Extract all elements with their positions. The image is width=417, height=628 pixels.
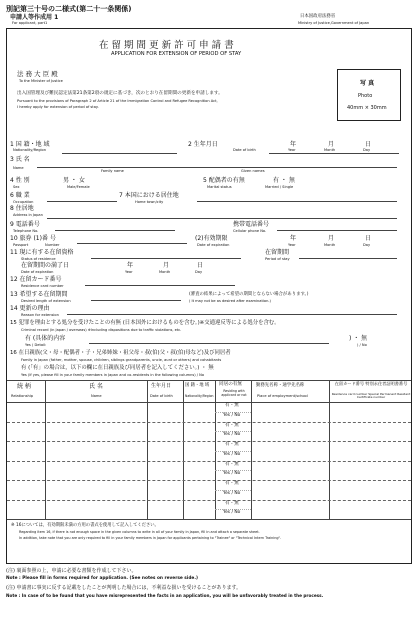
photo-label-en: Photo — [358, 93, 373, 99]
dob-day-en: Day — [363, 148, 371, 152]
status-expiry-label-en: Date of expiration — [21, 270, 54, 274]
table-row[interactable] — [7, 480, 411, 500]
preamble-jp: 出入国管理及び難民認定法第21条第2項の規定に基づき，次のとおり在留期間の更新を申請します。 — [17, 91, 223, 96]
marital-options[interactable]: 有 ・ 無 — [273, 177, 295, 184]
residing-option[interactable]: 有・無 — [225, 481, 239, 486]
table-row[interactable] — [7, 402, 411, 422]
th-card-jp: 在留カード番号 特別永住者証明書番号 — [334, 381, 408, 386]
dob-month-jp: 月 — [328, 141, 335, 148]
ministry-en: Ministry of Justice,Government of Japan — [298, 21, 370, 25]
desired-length-note-jp: (審査の結果によって希望の期間とならない場合があります。) — [189, 292, 309, 297]
footnote-3-jp: (注) 申請書に事実に反する記載をしたことが判明した場合には，不利益な扱いを受けることがあります。 — [6, 585, 242, 591]
reason-label-en: Reason for extension — [21, 313, 59, 317]
period-input[interactable] — [299, 258, 397, 259]
addressee-jp: 法 務 大 臣 殿 — [17, 70, 58, 78]
passport-label-jp: 10 旅券 (1)番 号 — [10, 235, 56, 242]
footnote-2-jp: (注) 裏面参照の上，申請に必要な書類を作成して下さい。 — [6, 568, 137, 574]
address-label-jp: 8 住居地 — [10, 205, 34, 212]
hometown-label-jp: 7 本国における居住地 — [119, 192, 179, 199]
residing-option-en: Yes / No — [223, 490, 241, 496]
dob-year-jp: 年 — [290, 141, 297, 148]
family-name-label: Family name — [101, 169, 124, 173]
footnote-1-en: Regarding item 16, if there is not enough space in the given columns to write in all of your family in Japan, fill in and attach a separate sheet. — [19, 530, 260, 534]
status-label-jp: 11 現に有する在留資格 — [10, 249, 74, 256]
passport-label-en: Passport — [13, 243, 29, 247]
name-label-en: Name — [13, 166, 24, 170]
name-input[interactable] — [37, 167, 397, 168]
criminal-yes-en: Yes ( Detail: — [25, 343, 47, 347]
footnote-3-en: Note : In case of to be found that you have misrepresented the facts in an application, you will be unfavorably treated in the process. — [6, 593, 324, 598]
desired-length-note-en: ( It may not be as desired after examination.) — [189, 299, 271, 303]
status-day-jp: 日 — [197, 262, 204, 269]
th-name-jp: 氏 名 — [89, 383, 103, 390]
addressee-en: To the Minister of Justice — [19, 79, 63, 83]
part-label-jp: 申請人等作成用 1 — [10, 14, 59, 21]
preamble-en-1: Pursuant to the provisions of Paragraph 2 of Article 21 of the Immigration Control and Refugee Recognition Act, — [17, 99, 218, 103]
dob-day-jp: 日 — [365, 141, 372, 148]
footnote-1b-en: In addition, take note that you are only required to fill in your family members in Japan for applicants pertaining to "Trainee" or "Technical Intern Training". — [19, 536, 282, 540]
cellphone-label-jp: 携帯電話番号 — [233, 221, 270, 228]
th-employment-en: Place of employment/school — [257, 394, 308, 398]
status-day-en: Day — [195, 270, 203, 274]
table-row[interactable] — [7, 441, 411, 461]
passport-day-jp: 日 — [365, 235, 372, 242]
residing-option-en: Yes / No — [223, 471, 241, 477]
residing-option-en: Yes / No — [223, 412, 241, 418]
telephone-label-jp: 9 電話番号 — [10, 221, 40, 228]
sex-options[interactable]: 男 ・ 女 — [63, 177, 85, 184]
family-label-jp: 16 在日親族(父・母・配偶者・子・兄弟姉妹・祖父母・叔(伯)父・叔(伯)母など)及び同居者 — [10, 350, 231, 356]
period-label-en: Period of stay — [265, 257, 290, 261]
residence-card-input[interactable] — [85, 285, 235, 286]
name-label-jp: 3 氏 名 — [10, 156, 30, 163]
th-residing-en: Residing with applicant or not — [221, 389, 247, 397]
form-sheet — [6, 28, 412, 564]
status-month-en: Month — [159, 270, 171, 274]
desired-length-label-jp: 13 希望する在留期間 — [10, 291, 68, 298]
form-title-en: APPLICATION FOR EXTENSION OF PERIOD OF STAY — [111, 51, 242, 57]
residence-card-label-jp: 12 在留カード番号 — [10, 276, 62, 283]
footnote-2-en: Note : Please fill in forms required for application. (See notes on reverse side.) — [6, 576, 198, 581]
reason-label-jp: 14 更新の理由 — [10, 305, 50, 312]
residing-option[interactable]: 有・無 — [225, 461, 239, 467]
footnote-1-jp: ※ 16については，有効期限未満の方用の書式を使用して記入してください。 — [11, 523, 159, 528]
passport-year-jp: 年 — [290, 235, 297, 242]
address-label-en: Address in Japan — [13, 213, 43, 217]
occupation-input[interactable] — [47, 201, 117, 202]
sex-options-en: Male/Female — [67, 185, 90, 189]
residing-option[interactable]: 有・無 — [225, 422, 239, 428]
family-question-en: Yes (If yes, please fill in your family members in Japan and co-residents in the following columns) / No — [21, 373, 205, 377]
reason-input[interactable] — [67, 314, 397, 315]
criminal-detail-input[interactable] — [89, 343, 329, 344]
cellphone-input[interactable] — [277, 230, 397, 231]
table-row[interactable] — [7, 500, 411, 520]
criminal-no[interactable]: ) ・ 無 — [349, 335, 368, 342]
passport-year-en: Year — [288, 243, 296, 247]
marital-label-jp: 5 配偶者の有無 — [203, 177, 245, 184]
hometown-input[interactable] — [197, 201, 397, 202]
dob-year-en: Year — [288, 148, 296, 152]
passport-number-en: Number — [45, 243, 60, 247]
th-dob-en: Date of birth — [150, 394, 173, 398]
marital-options-en: Married / Single — [265, 185, 294, 189]
th-employment-jp: 勤務先名称・通学先名称 — [256, 383, 305, 388]
th-card-en: Residence card number Special Permanent Resident Certificate number — [331, 392, 411, 400]
family-label-en: Family in Japan (father, mother, spouse, children, siblings grandparents, uncle, aunt or others) and cohabitants — [21, 358, 222, 362]
th-relationship-jp: 続 柄 — [17, 383, 31, 390]
form-code: 別記第三十号の二様式(第二十一条関係) — [6, 5, 132, 13]
status-input[interactable] — [91, 258, 241, 259]
passport-expiry-label-en: Date of expiration — [197, 243, 230, 247]
table-row[interactable] — [7, 461, 411, 481]
th-nationality-en: Nationality/Region — [185, 394, 214, 398]
desired-length-input[interactable] — [91, 300, 181, 301]
nationality-label-en: Nationality/Region — [13, 148, 47, 152]
occupation-label-jp: 6 職 業 — [10, 192, 30, 199]
status-year-jp: 年 — [127, 262, 134, 269]
status-label-en: Status of residence — [21, 257, 56, 261]
marital-label-en: Marital status — [207, 185, 232, 189]
occupation-label-en: Occupation — [13, 200, 34, 204]
nationality-input[interactable] — [62, 153, 177, 154]
dob-label-en: Date of birth — [233, 148, 256, 152]
table-row[interactable] — [7, 422, 411, 442]
telephone-input[interactable] — [55, 230, 175, 231]
th-nationality-jp: 国 籍・地 域 — [185, 383, 210, 388]
given-names-label: Given names — [241, 169, 265, 173]
dob-label-jp: 2 生年月日 — [188, 141, 218, 148]
nationality-label-jp: 1 国 籍・地 域 — [10, 141, 50, 148]
ministry-jp: 日本国政府法務省 — [300, 14, 336, 19]
dob-input[interactable] — [269, 153, 399, 154]
status-year-en: Year — [125, 270, 133, 274]
status-month-jp: 月 — [163, 262, 170, 269]
criminal-record-label-en: Criminal record (in Japan / overseas) ※Including dispositions due to traffic violations, etc. — [21, 328, 182, 332]
family-table — [7, 380, 411, 520]
passport-number-input[interactable] — [77, 243, 187, 244]
residing-option[interactable]: 有・無 — [225, 442, 239, 447]
dob-month-en: Month — [324, 148, 336, 152]
period-label-jp: 在留期間 — [265, 249, 290, 256]
th-dob-jp: 生年月日 — [151, 383, 172, 389]
criminal-yes-jp[interactable]: 有 (具体的内容 — [25, 335, 66, 342]
th-relationship-en: Relationship — [11, 394, 34, 398]
sex-label-jp: 4 性 別 — [10, 177, 30, 184]
passport-day-en: Day — [363, 243, 371, 247]
preamble-en-2: I hereby apply for extension of period of stay. — [17, 105, 99, 109]
residing-option[interactable]: 有・無 — [225, 403, 239, 408]
cellphone-label-en: Cellular phone No. — [233, 229, 267, 233]
sex-label-en: Sex — [13, 185, 20, 189]
passport-expiry-label-jp: (2)有効期限 — [195, 235, 228, 242]
status-expiry-label-jp: 在留期間の満了日 — [21, 262, 70, 269]
th-residing-jp: 同居の有無 — [219, 382, 242, 387]
photo-size: 40mm × 30mm — [347, 105, 387, 111]
residence-card-label-en: Residence card number — [21, 284, 64, 288]
photo-box[interactable] — [337, 69, 401, 121]
address-input[interactable] — [47, 218, 397, 219]
residing-option-en: Yes / No — [223, 451, 241, 457]
telephone-label-en: Telephone No. — [13, 229, 39, 233]
part-label-en: For applicant, part1 — [12, 21, 48, 25]
photo-label-jp: 写 真 — [360, 80, 375, 87]
criminal-no-en: ) / No — [357, 343, 367, 347]
passport-month-en: Month — [324, 243, 336, 247]
family-question-jp[interactable]: 有 (「有」の場合は，以下の欄に在日親族及び同居者を記入してください。) ・ 無 — [21, 365, 214, 371]
desired-length-label-en: Desired length of extension — [21, 299, 71, 303]
form-title-jp: 在 留 期 間 更 新 許 可 申 請 書 — [99, 40, 234, 51]
passport-month-jp: 月 — [328, 235, 335, 242]
criminal-record-label-jp: 15 犯罪を理由とする処分を受けたことの有無 (日本国外におけるものを含む。)※交通違反等による処分を含む。 — [10, 320, 280, 326]
residing-option[interactable]: 有・無 — [225, 500, 239, 506]
residing-option-en: Yes / No — [223, 432, 241, 438]
residing-option-en: Yes / No — [223, 510, 241, 516]
hometown-label-en: Home town/city — [135, 200, 164, 204]
th-name-en: Name — [91, 394, 102, 398]
